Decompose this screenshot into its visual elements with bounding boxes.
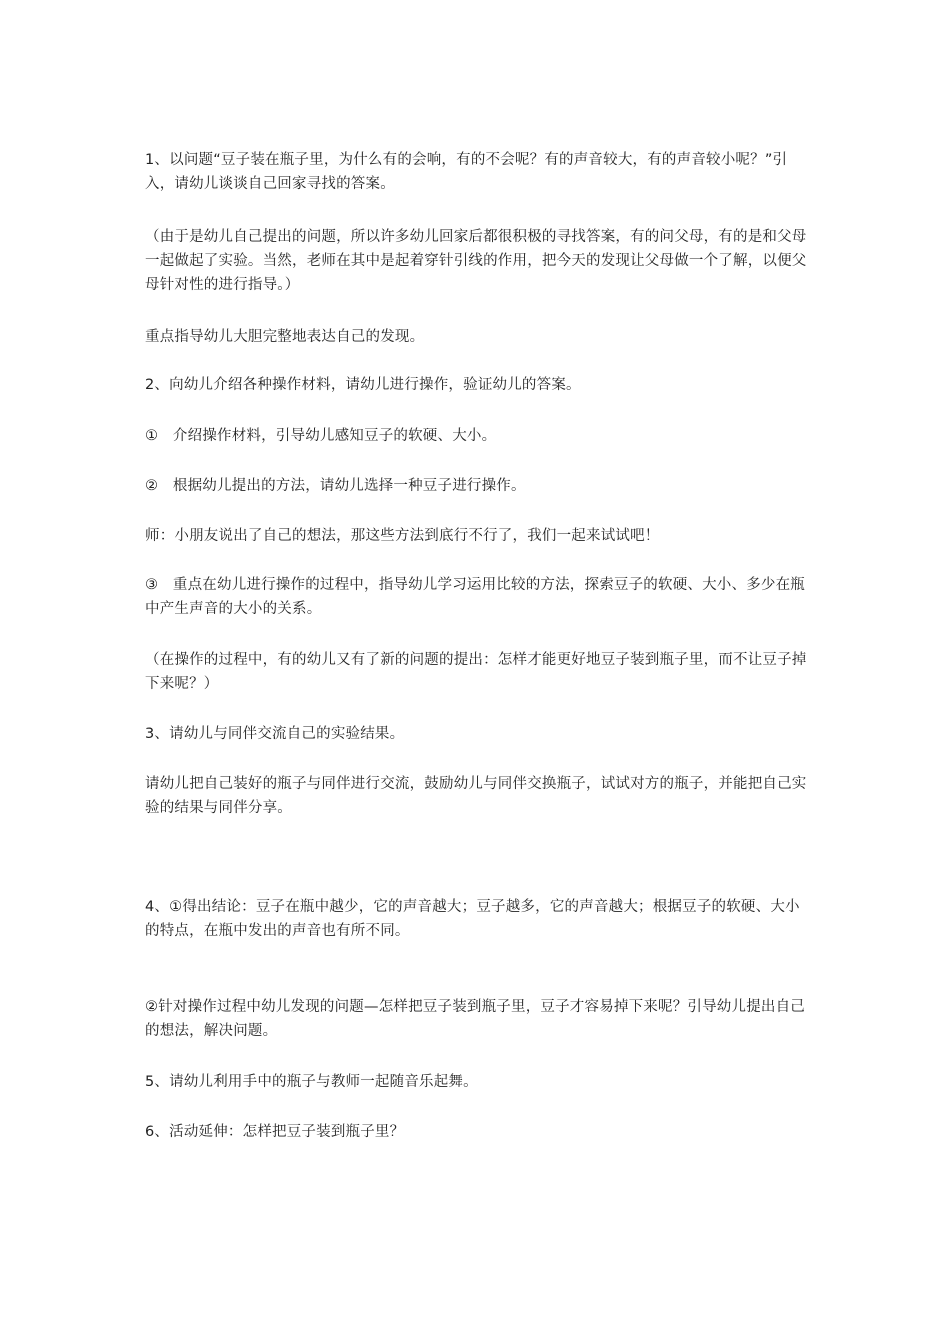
paragraph-step-5: 5、请幼儿利用手中的瓶子与教师一起随音乐起舞。 [145,1074,478,1090]
paragraph-step-4-problem: ②针对操作过程中幼儿发现的问题—怎样把豆子装到瓶子里，豆子才容易掉下来呢？引导幼儿提出自己的想法，解决问题。 [145,999,805,1039]
paragraph-emphasis: 重点指导幼儿大胆完整地表达自己的发现。 [145,329,425,345]
paragraph-note-2: （在操作的过程中，有的幼儿又有了新的问题的提出：怎样才能更好地豆子装到瓶子里，而不让豆子掉下来呢？） [145,652,807,692]
paragraph-step-6: 6、活动延伸：怎样把豆子装到瓶子里？ [145,1124,405,1140]
paragraph-substep-3: ③ 重点在幼儿进行操作的过程中，指导幼儿学习运用比较的方法，探索豆子的软硬、大小、多少在瓶中产生声音的大小的关系。 [145,577,805,617]
paragraph-substep-1: ① 介绍操作材料，引导幼儿感知豆子的软硬、大小。 [145,428,497,444]
paragraph-note-1: （由于是幼儿自己提出的问题，所以许多幼儿回家后都很积极的寻找答案，有的问父母，有的是和父母一起做起了实验。当然，老师在其中是起着穿针引线的作用，把今天的发现让父母做一个了解，以便父母针对性的进行指导。） [145,229,807,293]
paragraph-step-4: 4、①得出结论：豆子在瓶中越少，它的声音越大；豆子越多，它的声音越大；根据豆子的软硬、大小的特点，在瓶中发出的声音也有所不同。 [145,899,800,939]
paragraph-substep-2: ② 根据幼儿提出的方法，请幼儿选择一种豆子进行操作。 [145,478,526,494]
paragraph-step-2: 2、向幼儿介绍各种操作材料，请幼儿进行操作，验证幼儿的答案。 [145,377,581,393]
paragraph-step-1: 1、以问题“豆子装在瓶子里，为什么有的会响，有的不会呢？有的声音较大，有的声音较小呢？”引入，请幼儿谈谈自己回家寻找的答案。 [145,152,788,192]
paragraph-teacher-line: 师：小朋友说出了自己的想法，那这些方法到底行不行了，我们一起来试试吧！ [145,528,660,544]
paragraph-exchange: 请幼儿把自己装好的瓶子与同伴进行交流，鼓励幼儿与同伴交换瓶子，试试对方的瓶子，并能把自己实验的结果与同伴分享。 [145,776,807,816]
paragraph-step-3: 3、请幼儿与同伴交流自己的实验结果。 [145,726,405,742]
